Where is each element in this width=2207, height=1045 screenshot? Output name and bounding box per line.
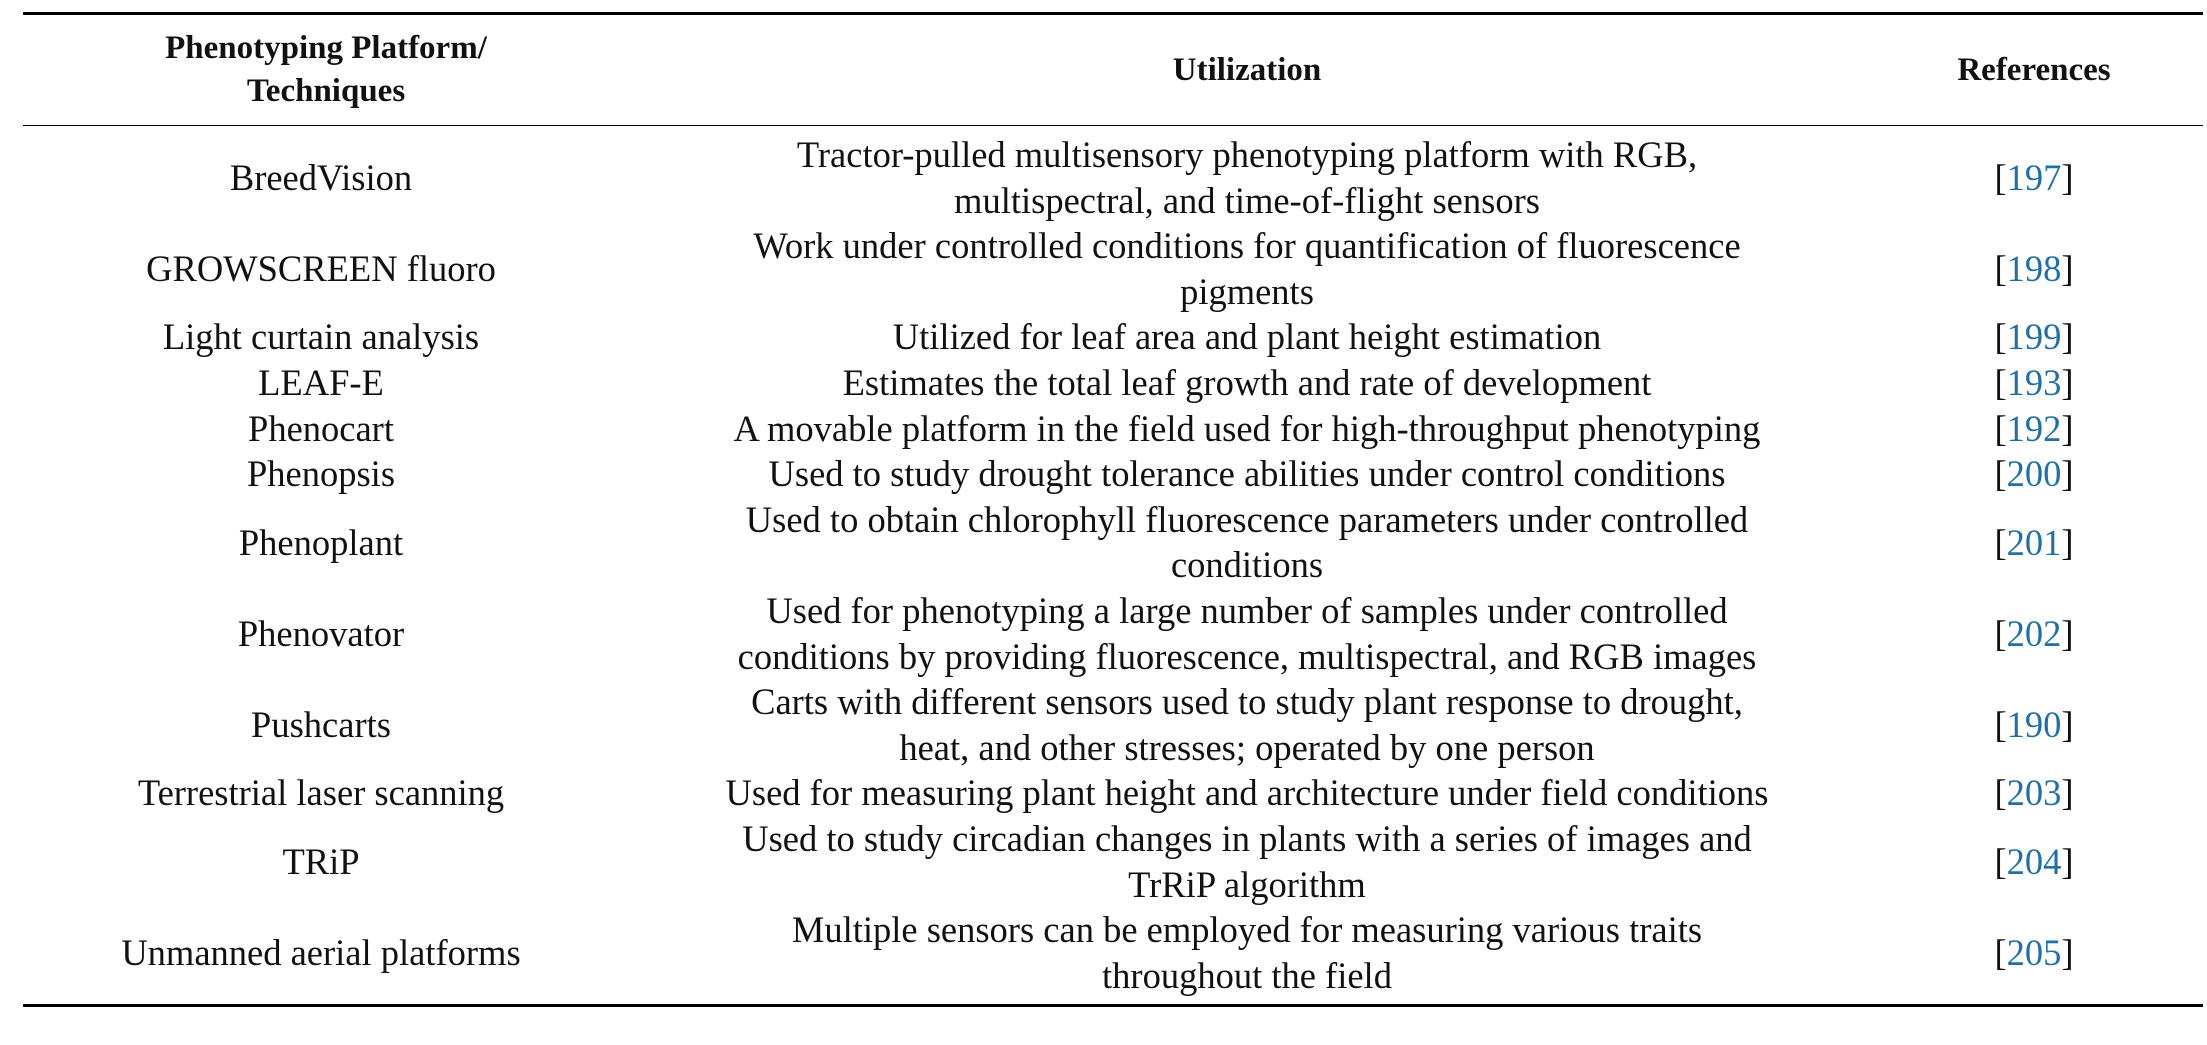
utilization-line: Used to study circadian changes in plants with a series of images and — [742, 817, 1752, 859]
table-row — [23, 126, 2203, 224]
utilization-line: conditions by providing fluorescence, multispectral, and RGB images — [737, 635, 1757, 677]
utilization-line: Tractor-pulled multisensory phenotyping platform with RGB, — [796, 134, 1698, 175]
reference-link[interactable]: 204 — [2006, 840, 2062, 882]
utilization-cell — [629, 406, 1865, 452]
reference-link[interactable]: 202 — [2006, 612, 2062, 654]
reference-bracket-close: ] — [2061, 407, 2074, 449]
utilization-line: Carts with different sensors used to study plant response to drought, — [751, 681, 1743, 723]
reference-cell — [1865, 816, 2203, 907]
reference-bracket-open: [ — [1994, 247, 2007, 289]
table-row — [23, 588, 2203, 679]
utilization-cell — [629, 816, 1865, 907]
header-technique-line-2: Techniques — [246, 73, 406, 109]
utilization-line: multispectral, and time-of-flight sensors — [954, 179, 1540, 221]
table-row — [23, 223, 2203, 314]
utilization-cell — [629, 314, 1865, 360]
reference-link[interactable]: 192 — [2006, 407, 2062, 449]
technique-cell: Terrestrial laser scanning — [137, 772, 505, 814]
utilization-cell — [629, 126, 1865, 224]
reference-bracket-open: [ — [1994, 316, 2007, 358]
reference-bracket-close: ] — [2061, 931, 2074, 973]
reference-link[interactable]: 201 — [2006, 521, 2062, 563]
technique-cell: BreedVision — [229, 156, 413, 198]
reference-bracket-close: ] — [2061, 316, 2074, 358]
technique-cell: TRiP — [282, 840, 360, 882]
utilization-cell — [629, 679, 1865, 770]
utilization-line: heat, and other stresses; operated by one person — [899, 726, 1595, 768]
reference-link[interactable]: 205 — [2006, 931, 2062, 973]
utilization-cell — [629, 451, 1865, 497]
utilization-line: pigments — [1180, 270, 1314, 312]
reference-bracket-close: ] — [2061, 247, 2074, 289]
header-row — [23, 14, 2203, 126]
header-technique-line-1: Phenotyping Platform/ — [165, 30, 487, 66]
technique-cell: Phenocart — [248, 407, 394, 449]
reference-bracket-open: [ — [1994, 840, 2007, 882]
reference-bracket-close: ] — [2061, 612, 2074, 654]
reference-cell — [1865, 406, 2203, 452]
reference-bracket-open: [ — [1994, 407, 2007, 449]
reference-cell — [1865, 907, 2203, 1006]
reference-cell — [1865, 679, 2203, 770]
reference-link[interactable]: 199 — [2006, 316, 2062, 358]
table-row — [23, 679, 2203, 770]
utilization-line: conditions — [1170, 544, 1324, 586]
reference-bracket-open: [ — [1994, 453, 2007, 495]
utilization-cell — [629, 907, 1865, 1006]
reference-cell — [1865, 770, 2203, 816]
utilization-line: Multiple sensors can be employed for measuring various traits — [791, 909, 1703, 951]
utilization-cell — [629, 497, 1865, 588]
technique-cell: Phenovator — [237, 612, 405, 654]
phenotyping-platforms-table — [23, 12, 2203, 1007]
reference-bracket-open: [ — [1994, 703, 2007, 745]
utilization-line: Work under controlled conditions for quantification of fluorescence — [753, 225, 1741, 267]
utilization-line: Used for phenotyping a large number of samples under controlled — [766, 589, 1728, 631]
reference-link[interactable]: 203 — [2006, 772, 2062, 814]
technique-cell: Unmanned aerial platforms — [121, 931, 521, 973]
reference-cell — [1865, 497, 2203, 588]
reference-bracket-close: ] — [2061, 453, 2074, 495]
reference-bracket-open: [ — [1994, 931, 2007, 973]
header-references: References — [1957, 51, 2111, 88]
reference-bracket-close: ] — [2061, 703, 2074, 745]
utilization-line: TrRiP algorithm — [1128, 863, 1366, 905]
table-body — [23, 126, 2203, 1006]
reference-bracket-close: ] — [2061, 840, 2074, 882]
reference-cell — [1865, 126, 2203, 224]
utilization-line: throughout the field — [1102, 954, 1392, 996]
table-row — [23, 770, 2203, 816]
utilization-line: Used to obtain chlorophyll fluorescence parameters under controlled — [745, 498, 1749, 540]
utilization-line: A movable platform in the field used for high-throughput phenotyping — [733, 407, 1761, 449]
technique-cell: GROWSCREEN fluoro — [146, 247, 496, 289]
utilization-line: Estimates the total leaf growth and rate of development — [842, 361, 1652, 403]
technique-cell: Light curtain analysis — [162, 316, 480, 358]
table-row — [23, 816, 2203, 907]
utilization-cell — [629, 223, 1865, 314]
reference-cell — [1865, 314, 2203, 360]
utilization-line: Utilized for leaf area and plant height estimation — [892, 316, 1602, 358]
table-row — [23, 314, 2203, 360]
table-row — [23, 406, 2203, 452]
reference-cell — [1865, 451, 2203, 497]
reference-bracket-close: ] — [2061, 361, 2074, 403]
reference-cell — [1865, 223, 2203, 314]
reference-bracket-open: [ — [1994, 772, 2007, 814]
reference-bracket-close: ] — [2061, 156, 2074, 198]
header-technique — [23, 14, 629, 126]
technique-cell: Phenoplant — [238, 521, 404, 563]
technique-cell: LEAF-E — [258, 361, 384, 403]
table-row — [23, 451, 2203, 497]
reference-cell — [1865, 360, 2203, 406]
reference-bracket-close: ] — [2061, 521, 2074, 563]
reference-link[interactable]: 190 — [2006, 703, 2062, 745]
table-row — [23, 497, 2203, 588]
reference-bracket-open: [ — [1994, 612, 2007, 654]
reference-link[interactable]: 198 — [2006, 247, 2062, 289]
technique-cell: Pushcarts — [251, 703, 391, 745]
table-header — [23, 14, 2203, 126]
utilization-line: Used to study drought tolerance abilities under control conditions — [768, 453, 1726, 495]
reference-bracket-open: [ — [1994, 156, 2007, 198]
utilization-cell — [629, 588, 1865, 679]
reference-link[interactable]: 193 — [2006, 361, 2062, 403]
table-row — [23, 907, 2203, 1006]
reference-cell — [1865, 588, 2203, 679]
table-row — [23, 360, 2203, 406]
reference-link[interactable]: 200 — [2006, 453, 2062, 495]
reference-bracket-open: [ — [1994, 361, 2007, 403]
utilization-line: Used for measuring plant height and architecture under field conditions — [725, 772, 1769, 814]
reference-bracket-open: [ — [1994, 521, 2007, 563]
header-utilization: Utilization — [1172, 51, 1322, 88]
technique-cell: Phenopsis — [246, 453, 396, 495]
utilization-cell — [629, 360, 1865, 406]
reference-bracket-close: ] — [2061, 772, 2074, 814]
reference-link[interactable]: 197 — [2006, 156, 2062, 198]
phenotyping-platforms-table-container — [23, 12, 2203, 1007]
utilization-cell — [629, 770, 1865, 816]
